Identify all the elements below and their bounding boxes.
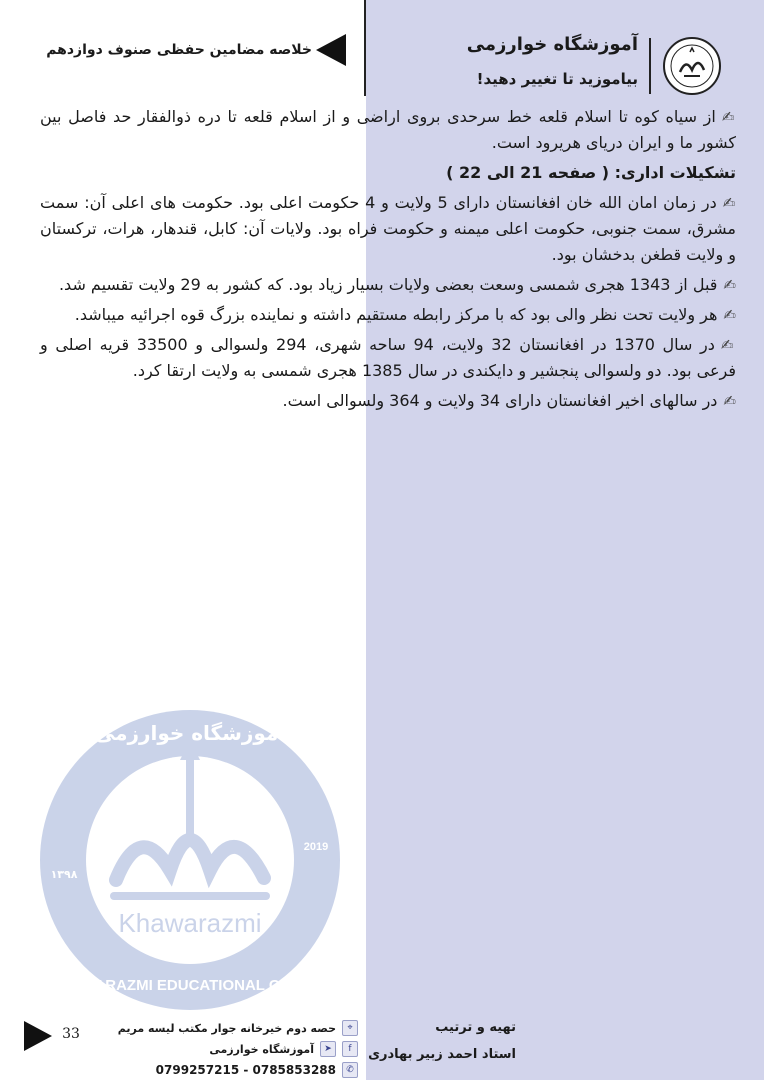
title-arrow-icon [316,34,346,66]
bullet-paragraph: ✍در سال 1370 در افغانستان 32 ولایت، 94 ساحه شهری، 294 ولسوالی و 33500 قریه اصلی و فرعی بود. دو ولسوالی پنجشیر و دایکندی در سال 1385 هجری شمسی به ولایت ارتقا کرد. [40,335,737,380]
document-body [40,104,736,418]
page-arrow-icon [24,1021,52,1051]
contact-social: f ➤ آموزشگاه خوارزمی [100,1039,358,1059]
bullet-paragraph: ✍در زمان امان الله خان افغانستان دارای 5 ولایت و 4 حکومت اعلی بود. حکومت های اعلی آن: سمت مشرق، سمت جنوبی، حکومت اعلی میمنه و حکومت فراه بود. ولایات آن: کابل، قندهار، هرات، ترکستان و ولایت قطغن بدخشان بود. [40,193,737,264]
prepared-by-name: استاد احمد زبیر بهادری [368,1047,516,1062]
bullet-paragraph: ✍قبل از 1343 هجری شمسی وسعت بعضی ولایات بسیار زیاد بود. که کشور به 29 ولایت تقسیم شد. [58,275,736,294]
watermark-logo [30,700,350,1020]
watermark-year-en: 2019 [303,841,329,853]
writing-hand-icon: ✍ [723,392,736,410]
contact-info [100,1018,358,1081]
watermark-year-fa: ۱۳۹۸ [50,868,78,881]
brand-slogan: بیاموزید تا تغییر دهید! [476,70,638,88]
brand-separator [649,38,651,94]
facebook-icon: f [342,1041,358,1057]
bullet-paragraph: ✍هر ولایت تحت نظر والی بود که با مرکز رابطه مستقیم داشته و نماینده بزرگ قوه اجرائیه میباشد. [74,305,736,324]
section-heading: تشکیلات اداری: ( صفحه 21 الی 22 ) [446,163,736,182]
document-title: خلاصه مضامین حفظی صنوف دوازدهم [46,42,312,58]
header-divider [364,0,366,96]
prepared-by-title: تهیه و ترتیب [435,1020,516,1035]
page-number: 33 [62,1026,80,1042]
watermark-arc-text: آموزشگاه خوارزمی [94,721,286,745]
brand-name: آموزشگاه خوارزمی [466,34,638,55]
writing-hand-icon: ✍ [723,276,736,294]
location-icon: ⌖ [342,1020,358,1036]
phone-icon: ✆ [342,1062,358,1078]
writing-hand-icon: ✍ [721,108,737,126]
watermark-center-text: KHAWARAZMI EDUCATIONAL CENTER [49,977,331,994]
bullet-paragraph: ✍در سالهای اخیر افغانستان دارای 34 ولایت و 364 ولسوالی است. [282,391,736,410]
contact-phone: ✆ 0799257215 - 0785853288 [100,1060,358,1080]
brand-logo [662,36,722,96]
writing-hand-icon: ✍ [723,306,736,324]
writing-hand-icon: ✍ [722,194,737,212]
telegram-icon: ➤ [320,1041,336,1057]
contact-address: ⌖ حصه دوم خیرخانه جوار مکتب لیسه مریم [100,1018,358,1038]
watermark-latin-name: Khawarazmi [118,908,262,938]
bullet-paragraph: ✍از سیاه کوه تا اسلام قلعه خط سرحدی بروی اراضی و از اسلام قلعه تا دره ذوالفقار حد فاصل بین کشور ما و ایران دریای هریرود است. [40,107,737,152]
writing-hand-icon: ✍ [720,336,737,354]
